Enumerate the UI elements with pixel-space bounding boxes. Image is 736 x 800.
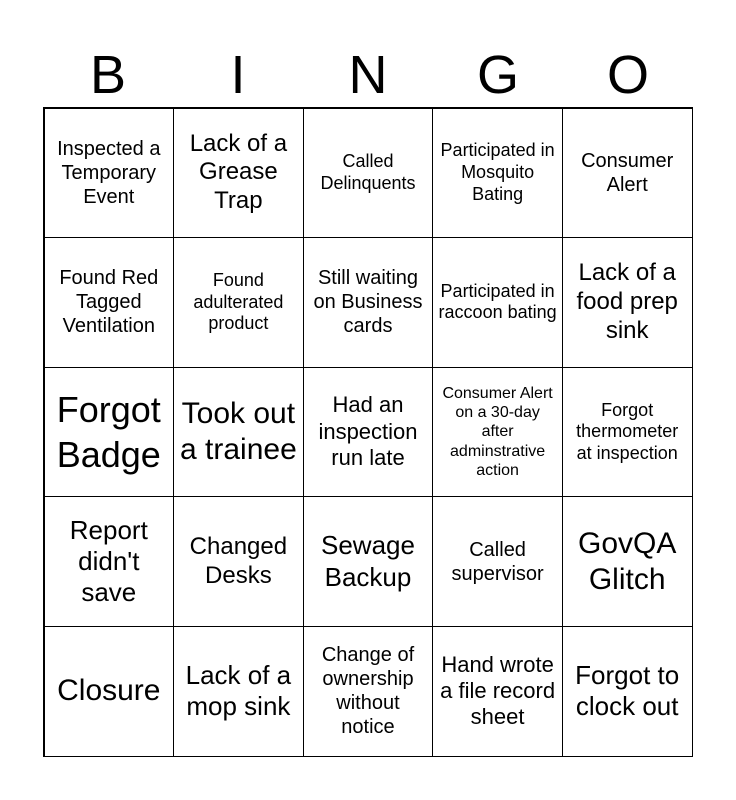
bingo-cell-r3c5[interactable]: Forgot thermometer at inspection [562, 367, 693, 498]
bingo-cell-r5c2[interactable]: Lack of a mop sink [173, 626, 304, 757]
bingo-cell-r5c5[interactable]: Forgot to clock out [562, 626, 693, 757]
bingo-cell-r3c4[interactable]: Consumer Alert on a 30-day after adminstrative action [432, 367, 563, 498]
bingo-cell-r4c5[interactable]: GovQA Glitch [562, 496, 693, 627]
bingo-cell-r3c3[interactable]: Had an inspection run late [303, 367, 434, 498]
bingo-cell-r1c1[interactable]: Inspected a Temporary Event [44, 108, 175, 239]
bingo-cell-r4c2[interactable]: Changed Desks [173, 496, 304, 627]
bingo-board [43, 107, 693, 757]
bingo-cell-r1c5[interactable]: Consumer Alert [562, 108, 693, 239]
bingo-header [43, 42, 693, 108]
bingo-cell-r5c4[interactable]: Hand wrote a file record sheet [432, 626, 563, 757]
bingo-cell-r2c3[interactable]: Still waiting on Business cards [303, 237, 434, 368]
bingo-cell-r2c5[interactable]: Lack of a food prep sink [562, 237, 693, 368]
bingo-cell-r5c1[interactable]: Closure [44, 626, 175, 757]
bingo-cell-r4c3[interactable]: Sewage Backup [303, 496, 434, 627]
bingo-cell-r4c1[interactable]: Report didn't save [44, 496, 175, 627]
bingo-cell-r2c2[interactable]: Found adulterated product [173, 237, 304, 368]
header-letter-o: O [606, 45, 649, 105]
header-letter-b: B [89, 45, 127, 105]
header-letter-n: N [348, 45, 388, 105]
header-letter-g: G [476, 45, 519, 105]
bingo-cell-r2c4[interactable]: Participated in raccoon bating [432, 237, 563, 368]
bingo-cell-r4c4[interactable]: Called supervisor [432, 496, 563, 627]
header-letter-i: I [230, 45, 246, 105]
bingo-cell-r3c2[interactable]: Took out a trainee [173, 367, 304, 498]
bingo-cell-r2c1[interactable]: Found Red Tagged Ventilation [44, 237, 175, 368]
bingo-cell-r1c3[interactable]: Called Delinquents [303, 108, 434, 239]
bingo-cell-r1c4[interactable]: Participated in Mosquito Bating [432, 108, 563, 239]
bingo-cell-r1c2[interactable]: Lack of a Grease Trap [173, 108, 304, 239]
bingo-cell-r5c3[interactable]: Change of ownership without notice [303, 626, 434, 757]
bingo-cell-r3c1[interactable]: Forgot Badge [44, 367, 175, 498]
